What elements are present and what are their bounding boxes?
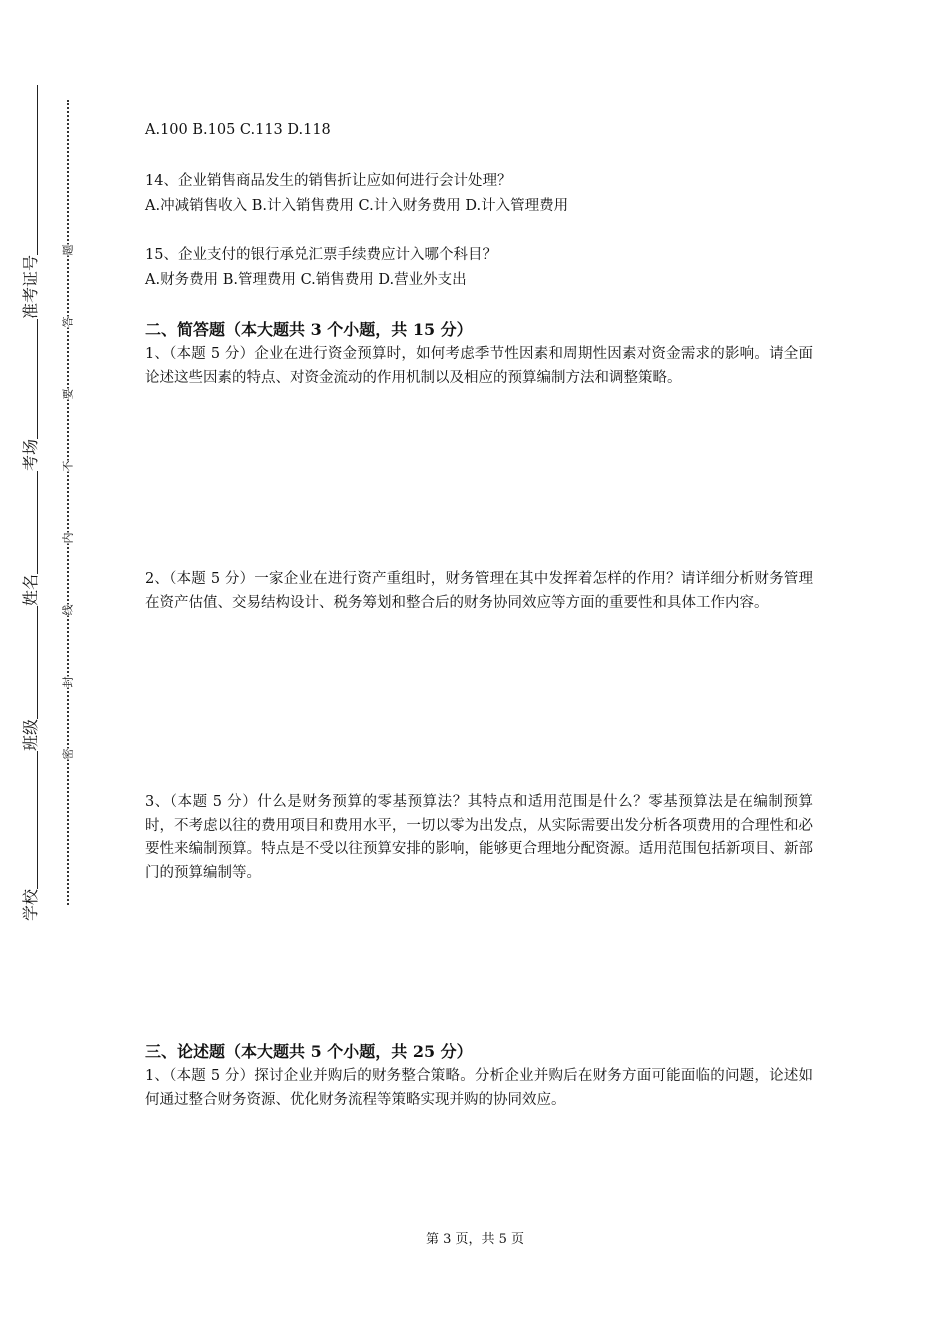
q14-options: A.冲减销售收入 B.计入销售费用 C.计入财务费用 D.计入管理费用	[145, 198, 569, 214]
seal-char: 密	[61, 748, 75, 760]
page-number: 第 3 页，共 5 页	[425, 1232, 525, 1247]
section2-q2: 2、（本题 5 分）一家企业在进行资产重组时，财务管理在其中发挥着怎样的作用？请详细分析财务管理在资产估值、交易结构设计、税务筹划和整合后的财务协同效应等方面的重要性和具体工作内容。	[145, 571, 813, 611]
section3-q1: 1、（本题 5 分）探讨企业并购后的财务整合策略。分析企业并购后在财务方面可能面临的问题，论述如何通过整合财务资源、优化财务流程等策略实现并购的协同效应。	[145, 1068, 813, 1108]
label-school: 学校	[21, 888, 40, 922]
section2-q1: 1、（本题 5 分）企业在进行资金预算时，如何考虑季节性因素和周期性因素对资金需求的影响。请全面论述这些因素的特点、对资金流动的作用机制以及相应的预算编制方法和调整策略。	[145, 346, 813, 386]
label-exam-number: 准考证号	[21, 254, 40, 320]
label-name: 姓名	[21, 573, 40, 607]
q15-stem: 15、企业支付的银行承兑汇票手续费应计入哪个科目？	[145, 247, 497, 263]
label-exam-room: 考场	[21, 438, 40, 472]
seal-char: 要	[61, 388, 75, 400]
section2-q3: 3、（本题 5 分）什么是财务预算的零基预算法？其特点和适用范围是什么？零基预算法是在编制预算时，不考虑以往的费用项目和费用水平，一切以零为出发点，从实际需要出发分析各项费用的合理性和必要性来编制预算。特点是不受以往预算安排的影响，能够更合理地分配资源。适用范围包括新项目、新部门的预算编制等。	[145, 794, 813, 881]
margin-solid-line	[37, 85, 38, 920]
seal-char: 答	[61, 316, 75, 328]
margin-dotted-seal-line	[67, 100, 69, 905]
q15-options: A.财务费用 B.管理费用 C.销售费用 D.营业外支出	[145, 272, 467, 288]
q14-stem: 14、企业销售商品发生的销售折让应如何进行会计处理？	[145, 173, 512, 189]
section3-title: 三、论述题（本大题共 5 个小题，共 25 分）	[145, 1042, 473, 1061]
seal-char: 内	[61, 532, 75, 544]
binding-margin	[0, 0, 100, 1344]
seal-char: 题	[61, 244, 75, 256]
seal-char: 封	[61, 676, 75, 688]
section2-title: 二、简答题（本大题共 3 个小题，共 15 分）	[145, 320, 473, 339]
label-class: 班级	[21, 718, 40, 752]
seal-char: 线	[61, 604, 75, 616]
seal-char: 不	[61, 460, 75, 472]
q13-options: A.100 B.105 C.113 D.118	[145, 122, 331, 138]
